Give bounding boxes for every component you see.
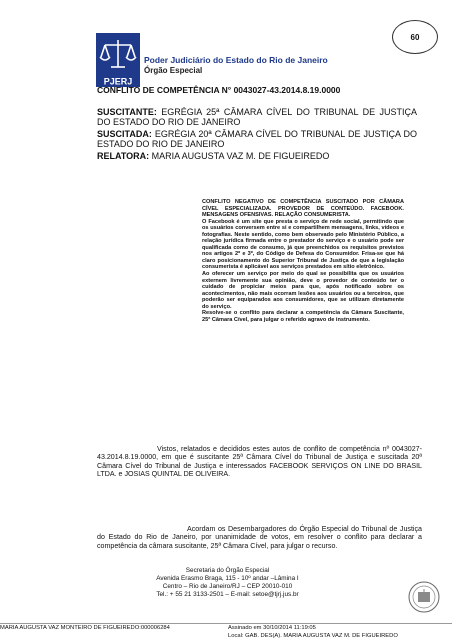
signed-timestamp: Assinado em 30/10/2014 11:19:05	[228, 625, 316, 631]
address-line: Tel.: + 55 21 3133-2501 – E-mail: setoe@tjrj.jus.br	[156, 591, 299, 598]
relatora-value: MARIA AUGUSTA VAZ M. DE FIGUEIREDO	[149, 151, 330, 161]
secretaria-address	[115, 567, 340, 599]
ementa-heading: CONFLITO NEGATIVO DE COMPETÊNCIA SUSCITADO POR CÂMARA CÍVEL ESPECIALIZADA. PROVEDOR DE CONTEÚDO. FACEBOOK. MENSAGENS OFENSIVAS. RELAÇÃO CONSUMERISTA.	[202, 199, 404, 219]
seal-icon	[408, 581, 440, 613]
suscitante-label: SUSCITANTE:	[97, 107, 157, 117]
ementa-paragraph: Ao oferecer um serviço por meio do qual se possibilita que os usuários externem livremente sua opinião, deve o provedor de conteúdo ter o cuidado de propiciar meios para que, após notificado sobre os acontecimentos, não mais ocorram lesões aos usuários ou a terceiros, que poderão ser equiparados aos consumidores, que se utilizam diretamente do serviço.	[202, 271, 404, 310]
case-title: CONFLITO DE COMPETÊNCIA N° 0043027-43.2014.8.19.0000	[97, 85, 341, 95]
address-line: Secretaria do Órgão Especial	[185, 567, 270, 574]
relatora-label: RELATORA:	[97, 151, 150, 161]
suscitada-value: EGRÉGIA 20ª CÂMARA CÍVEL DO TRIBUNAL DE JUSTIÇA DO ESTADO DO RIO DE JANEIRO	[97, 129, 417, 149]
relatora-line	[97, 151, 417, 161]
suscitante-line	[97, 107, 417, 127]
suscitada-line	[97, 129, 417, 149]
page-number-stamp: 60	[392, 20, 438, 54]
pjerj-logo	[96, 33, 140, 87]
suscitante-value: EGRÉGIA 25ª CÂMARA CÍVEL DO TRIBUNAL DE JUSTIÇA DO ESTADO DO RIO DE JANEIRO	[97, 107, 417, 127]
relatados-paragraph: Vistos, relatados e decididos estes autos de conflito de competência nº 0043027-43.2014.8.19.0000, em que é suscitante 25ª Câmara Cível do Tribunal de Justiça e suscitada 20ª Câmara Cível do Tribunal de Justiça e interessados FACEBOOK SERVIÇOS ON LINE DO BRASIL LTDA. e JOSIAS QUINTAL DE OLIVEIRA.	[97, 445, 422, 479]
ementa-paragraph: Resolve-se o conflito para declarar a competência da Câmara Suscitante, 25ª Câmara Cível, para julgar o referido agravo de instrumento.	[202, 310, 404, 323]
org-name: Poder Judiciário do Estado do Rio de Janeiro	[144, 55, 328, 65]
scales-of-justice-icon	[96, 33, 140, 87]
tribunal-seal	[408, 581, 440, 613]
acordam-paragraph: Acordam os Desembargadores do Órgão Especial do Tribunal de Justiça do Estado do Rio de Janeiro, por unanimidade de votos, em resolver o conflito para declarar a competência da câmara suscitante, 25ª Câmara Cível, para julgar o recurso.	[97, 525, 422, 550]
logo-text: PJERJ	[103, 76, 133, 87]
suscitada-label: SUSCITADA:	[97, 129, 152, 139]
address-line: Avenida Erasmo Braga, 115 - 10º andar –Lâmina I	[156, 575, 299, 582]
org-subtitle: Órgão Especial	[144, 66, 203, 75]
address-line: Centro – Rio de Janeiro/RJ – CEP 20010-010	[162, 583, 293, 590]
signature-divider	[0, 623, 452, 624]
ementa-paragraph: O Facebook é um site que presta o serviço de rede social, permitindo que os usuários conversem entre si e compartilhem mensagens, links, vídeos e fotografias. Neste sentido, como bem observado pelo Ministério Público, a relação jurídica firmada entre o prestador do serviço e o usuário pode ser qualificada como de consumo, já que preenchidos os requisitos previstos nos artigos 2º e 3º, do Código de Defesa do Consumidor. Frisa-se que há claro posicionamento do Superior Tribunal de Justiça de que a legislação consumerista é aplicável aos serviços prestados em sítio eletrônico.	[202, 218, 404, 271]
signer-name: MARIA AUGUSTA VAZ MONTEIRO DE FIGUEIREDO:000006284	[0, 625, 170, 631]
signature-local: Local: GAB. DES(A). MARIA AUGUSTA VAZ M. DE FIGUEIREDO	[228, 633, 398, 639]
ementa-block	[202, 199, 404, 323]
